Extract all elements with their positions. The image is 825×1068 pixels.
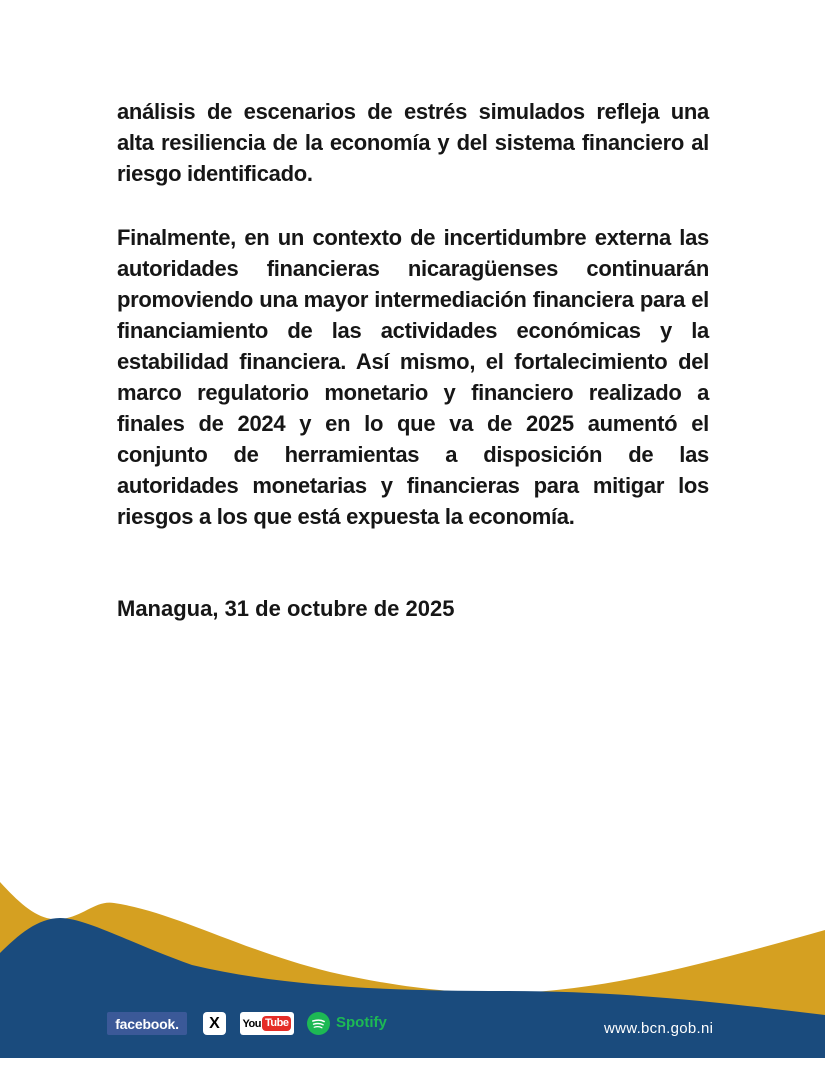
facebook-badge[interactable] bbox=[107, 1012, 187, 1035]
body-text-block bbox=[117, 96, 709, 622]
facebook-label: facebook. bbox=[115, 1015, 179, 1032]
spotify-arcs bbox=[310, 1015, 327, 1032]
body-paragraph: Finalmente, en un contexto de incertidumbre externa las autoridades financieras nicaragüenses continuarán promoviendo una mayor intermediación financiera para el financiamiento de las actividades económicas y la estabilidad financiera. Así mismo, el fortalecimiento del marco regulatorio monetario y financiero realizado a finales de 2024 y en lo que va de 2025 aumentó el conjunto de herramientas a disposición de las autoridades monetarias y financieras para mitigar los riesgos a los que está expuesta la economía. bbox=[117, 225, 709, 529]
spotify-label: Spotify bbox=[336, 1014, 387, 1031]
x-icon[interactable] bbox=[203, 1012, 226, 1035]
youtube-you-label: You bbox=[242, 1017, 261, 1030]
body-paragraph: análisis de escenarios de estrés simulados refleja una alta resiliencia de la economía y del sistema financiero al riesgo identificado. bbox=[117, 99, 709, 186]
website-link[interactable]: www.bcn.gob.ni bbox=[604, 1020, 714, 1037]
dateline: Managua, 31 de octubre de 2025 bbox=[117, 596, 455, 621]
spotify-icon[interactable] bbox=[307, 1012, 330, 1035]
youtube-tube-label: Tube bbox=[262, 1016, 291, 1031]
x-label: X bbox=[209, 1014, 220, 1032]
youtube-badge[interactable] bbox=[240, 1012, 294, 1035]
